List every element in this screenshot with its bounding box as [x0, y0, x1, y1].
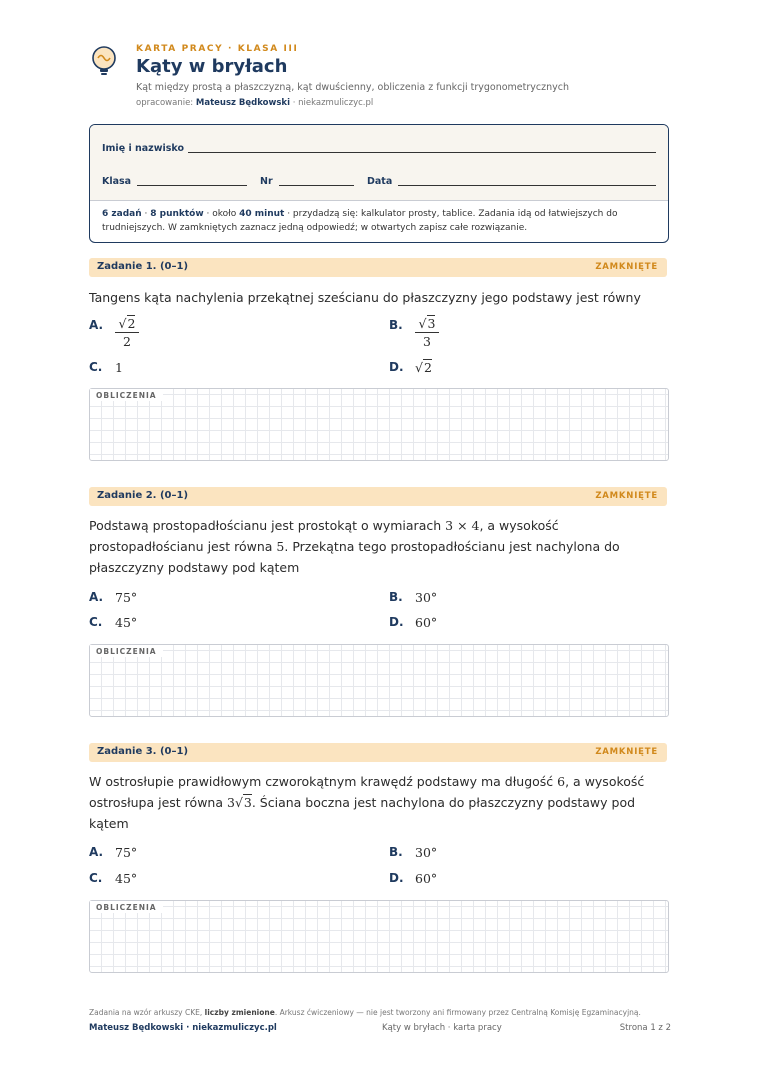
- task-1-header: [89, 258, 667, 277]
- credit-author: Mateusz Będkowski: [195, 98, 291, 108]
- option-value: 60°: [415, 615, 438, 630]
- option-fraction: $\frac{√3}{3}$: [415, 316, 439, 349]
- task-2-header: [89, 487, 667, 506]
- question-text: , a wysokość prostopadłościanu jest równa: [89, 518, 559, 554]
- task-3-type: ZAMKNIĘTE: [595, 747, 658, 757]
- lightbulb-icon: [89, 45, 119, 77]
- footer-author: Mateusz Będkowski · niekazmuliczyc.pl: [89, 1023, 277, 1033]
- task-1-question: Tangens kąta nachylenia przekątnej sześcianu do płaszczyzny jego podstawy jest równy: [89, 290, 641, 305]
- sqrt-radicand: 2: [423, 360, 432, 375]
- name-field[interactable]: [188, 152, 656, 153]
- page-title: Kąty w bryłach: [136, 56, 288, 77]
- option-letter: B.: [389, 845, 403, 859]
- option-letter: A.: [89, 318, 104, 332]
- question-text: Podstawą prostopadłościanu jest prostokąt o wymiarach: [89, 518, 446, 533]
- footer-note-emphasis: liczby zmienione: [204, 1008, 275, 1017]
- option-letter: C.: [89, 360, 103, 374]
- worksheet-info: [102, 207, 658, 235]
- option-letter: C.: [89, 871, 103, 885]
- task-3-title: Zadanie 3. (0–1): [97, 746, 189, 757]
- option-fraction: $\frac{√2}{2}$: [115, 316, 139, 349]
- math-height: 5: [276, 539, 285, 554]
- page-number: Strona 1 z 2: [619, 1023, 671, 1033]
- class-label: Klasa: [102, 176, 132, 187]
- footer-title: Kąty w bryłach · karta pracy: [382, 1023, 502, 1033]
- calculation-label: OBLICZENIA: [90, 901, 163, 913]
- task-3-question: [89, 771, 669, 834]
- task-2-title: Zadanie 2. (0–1): [97, 490, 189, 501]
- footer-note: [89, 1008, 641, 1017]
- task-2-type: ZAMKNIĘTE: [595, 491, 658, 501]
- worksheet-kicker: KARTA PRACY · KLASA III: [136, 44, 299, 54]
- option-letter: D.: [389, 360, 404, 374]
- task-3-header: [89, 743, 667, 762]
- calculation-label: OBLICZENIA: [90, 645, 163, 657]
- question-text: . Przekątna tego prostopadłościanu jest nachylona do płaszczyzny podstawy pod kątem: [89, 539, 620, 575]
- number-label: Nr: [260, 176, 273, 187]
- option-value: 45°: [115, 871, 138, 886]
- task-3-calculation-area[interactable]: [89, 900, 669, 973]
- math-dimensions: 3 × 4: [445, 518, 480, 533]
- option-value: 30°: [415, 845, 438, 860]
- math-edge: 6: [557, 774, 566, 789]
- info-points: 8 punktów: [150, 209, 204, 219]
- name-label: Imię i nazwisko: [102, 143, 184, 154]
- footer-note-text: Zadania na wzór arkuszy CKE,: [89, 1008, 205, 1017]
- info-tasks: 6 zadań: [102, 209, 142, 219]
- task-2-calculation-area[interactable]: [89, 644, 669, 717]
- credit-site: · niekazmuliczyc.pl: [290, 98, 374, 108]
- fraction-numerator: 3: [427, 316, 436, 331]
- info-minutes: 40 minut: [239, 209, 285, 219]
- fraction-numerator: 2: [127, 316, 136, 331]
- fraction-denominator: 2: [123, 334, 131, 349]
- info-sep: ·: [141, 209, 151, 219]
- option-value: 45°: [115, 615, 138, 630]
- student-fields: [90, 125, 668, 201]
- option-value: 30°: [415, 590, 438, 605]
- calculation-label: OBLICZENIA: [90, 389, 163, 401]
- class-field[interactable]: [137, 185, 247, 186]
- task-1-type: ZAMKNIĘTE: [595, 262, 658, 272]
- number-field[interactable]: [279, 185, 354, 186]
- info-rest: · przydadzą się: kalkulator prosty, tablice. Zadania idą od łatwiejszych do trudniejszych. W zamkniętych zaznacz jedną odpowiedź; w otwartych zapisz całe rozwiązanie.: [102, 209, 618, 233]
- footer-note-text: . Arkusz ćwiczeniowy — nie jest tworzony ani firmowany przez Centralną Komisję Egzaminacyjną.: [274, 1008, 641, 1017]
- option-letter: B.: [389, 318, 403, 332]
- question-text: . Ściana boczna jest nachylona do płaszczyzny podstawy pod kątem: [89, 795, 636, 831]
- option-value: 60°: [415, 871, 438, 886]
- page-subtitle: Kąt między prostą a płaszczyzną, kąt dwuścienny, obliczenia z funkcji trygonometrycznych: [136, 82, 569, 93]
- math-height: 3√3: [226, 795, 252, 810]
- option-value: 75°: [115, 590, 138, 605]
- option-letter: B.: [389, 590, 403, 604]
- date-field[interactable]: [398, 185, 656, 186]
- option-value: √2: [415, 360, 432, 375]
- task-1-title: Zadanie 1. (0–1): [97, 261, 189, 272]
- option-letter: C.: [89, 615, 103, 629]
- option-letter: D.: [389, 615, 404, 629]
- option-value: 1: [115, 360, 123, 375]
- question-text: , a wysokość ostrosłupa jest równa: [89, 774, 645, 810]
- fraction-denominator: 3: [423, 334, 431, 349]
- question-text: W ostrosłupie prawidłowym czworokątnym krawędź podstawy ma długość: [89, 774, 558, 789]
- option-letter: A.: [89, 845, 104, 859]
- option-letter: A.: [89, 590, 104, 604]
- author-credit: [136, 98, 373, 108]
- sqrt-radicand: 3: [243, 795, 252, 810]
- option-letter: D.: [389, 871, 404, 885]
- task-2-question: [89, 515, 669, 578]
- credit-prefix: opracowanie:: [136, 98, 196, 108]
- task-1-calculation-area[interactable]: [89, 388, 669, 461]
- math-coefficient: 3: [226, 795, 235, 810]
- option-value: 75°: [115, 845, 138, 860]
- student-info-box: [89, 124, 669, 243]
- date-label: Data: [367, 176, 393, 187]
- info-about: · około: [203, 209, 240, 219]
